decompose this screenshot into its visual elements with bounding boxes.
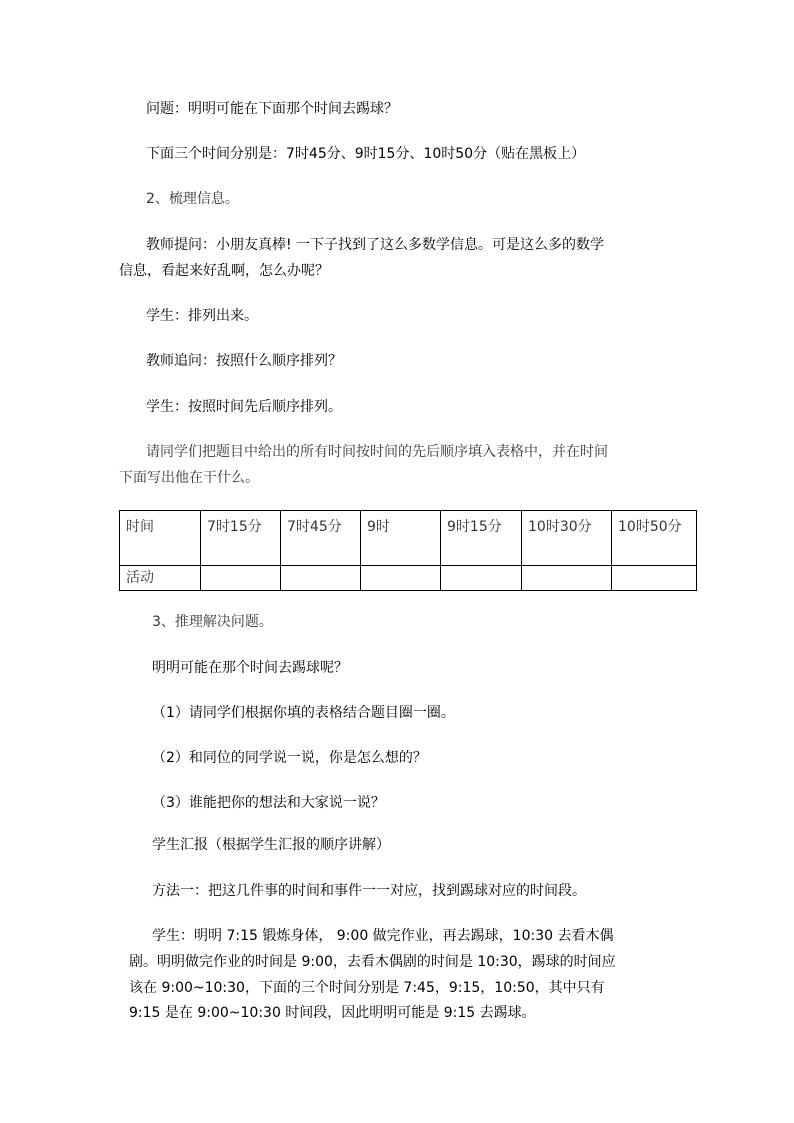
- table-row-activity: [120, 566, 697, 591]
- student-report-heading: 学生汇报（根据学生汇报的顺序讲解）: [152, 837, 390, 853]
- answer-line-4: 9:15 是在 9:00~10:30 时间段，因此明明可能是 9:15 去踢球。: [129, 1005, 536, 1021]
- sub-question-1: （1）请同学们根据你填的表格结合题目圈一圈。: [152, 705, 455, 721]
- table-cell-empty: [361, 566, 441, 591]
- question-line: 问题：明明可能在下面那个时间去踢球？: [146, 101, 398, 117]
- step-3-heading: 3、推理解决问题。: [152, 614, 273, 630]
- schedule-table: [119, 510, 697, 591]
- teacher-question-line-2: 信息，看起来好乱啊，怎么办呢？: [119, 263, 329, 279]
- instruction-line-2: 下面写出他在干什么。: [119, 470, 259, 486]
- instruction-line-1: 请同学们把题目中给出的所有时间按时间的先后顺序填入表格中，并在时间: [146, 444, 608, 460]
- table-row-time: [120, 511, 697, 566]
- table-cell: 7时15分: [201, 511, 281, 566]
- table-cell: 7时45分: [281, 511, 361, 566]
- table-cell: 10时30分: [522, 511, 612, 566]
- table-cell-empty: [522, 566, 612, 591]
- answer-line-3: 该在 9:00~10:30，下面的三个时间分别是 7:45，9:15，10:50，其中只有: [129, 980, 605, 996]
- table-cell: 时间: [120, 511, 201, 566]
- step-2-heading: 2、梳理信息。: [146, 191, 239, 207]
- table-cell: 9时: [361, 511, 441, 566]
- sub-question-2: （2）和同位的同学说一说，你是怎么想的？: [152, 750, 427, 766]
- method-1: 方法一：把这几件事的时间和事件一一对应，找到踢球对应的时间段。: [152, 883, 586, 899]
- answer-line-1: 学生：明明 7:15 锻炼身体， 9:00 做完作业，再去踢球，10:30 去看木偶: [152, 928, 614, 944]
- times-line: 下面三个时间分别是：7时45分、9时15分、10时50分（贴在黑板上）: [146, 146, 586, 162]
- table-cell-empty: [441, 566, 522, 591]
- table-cell: 9时15分: [441, 511, 522, 566]
- table-cell: 活动: [120, 566, 201, 591]
- answer-line-2: 剧。明明做完作业的时间是 9:00，去看木偶剧的时间是 10:30，踢球的时间应: [129, 954, 616, 970]
- table-cell-empty: [281, 566, 361, 591]
- table-cell: 10时50分: [612, 511, 697, 566]
- teacher-follow-up: 教师追问：按照什么顺序排列？: [146, 353, 342, 369]
- table-cell-empty: [612, 566, 697, 591]
- student-answer-1: 学生：排列出来。: [146, 308, 258, 324]
- table-cell-empty: [201, 566, 281, 591]
- question-2: 明明可能在那个时间去踢球呢？: [152, 660, 348, 676]
- sub-question-3: （3）谁能把你的想法和大家说一说？: [152, 795, 385, 811]
- teacher-question-line-1: 教师提问：小朋友真棒! 一下子找到了这么多数学信息。可是这么多的数学: [146, 237, 605, 253]
- student-answer-2: 学生：按照时间先后顺序排列。: [146, 399, 342, 415]
